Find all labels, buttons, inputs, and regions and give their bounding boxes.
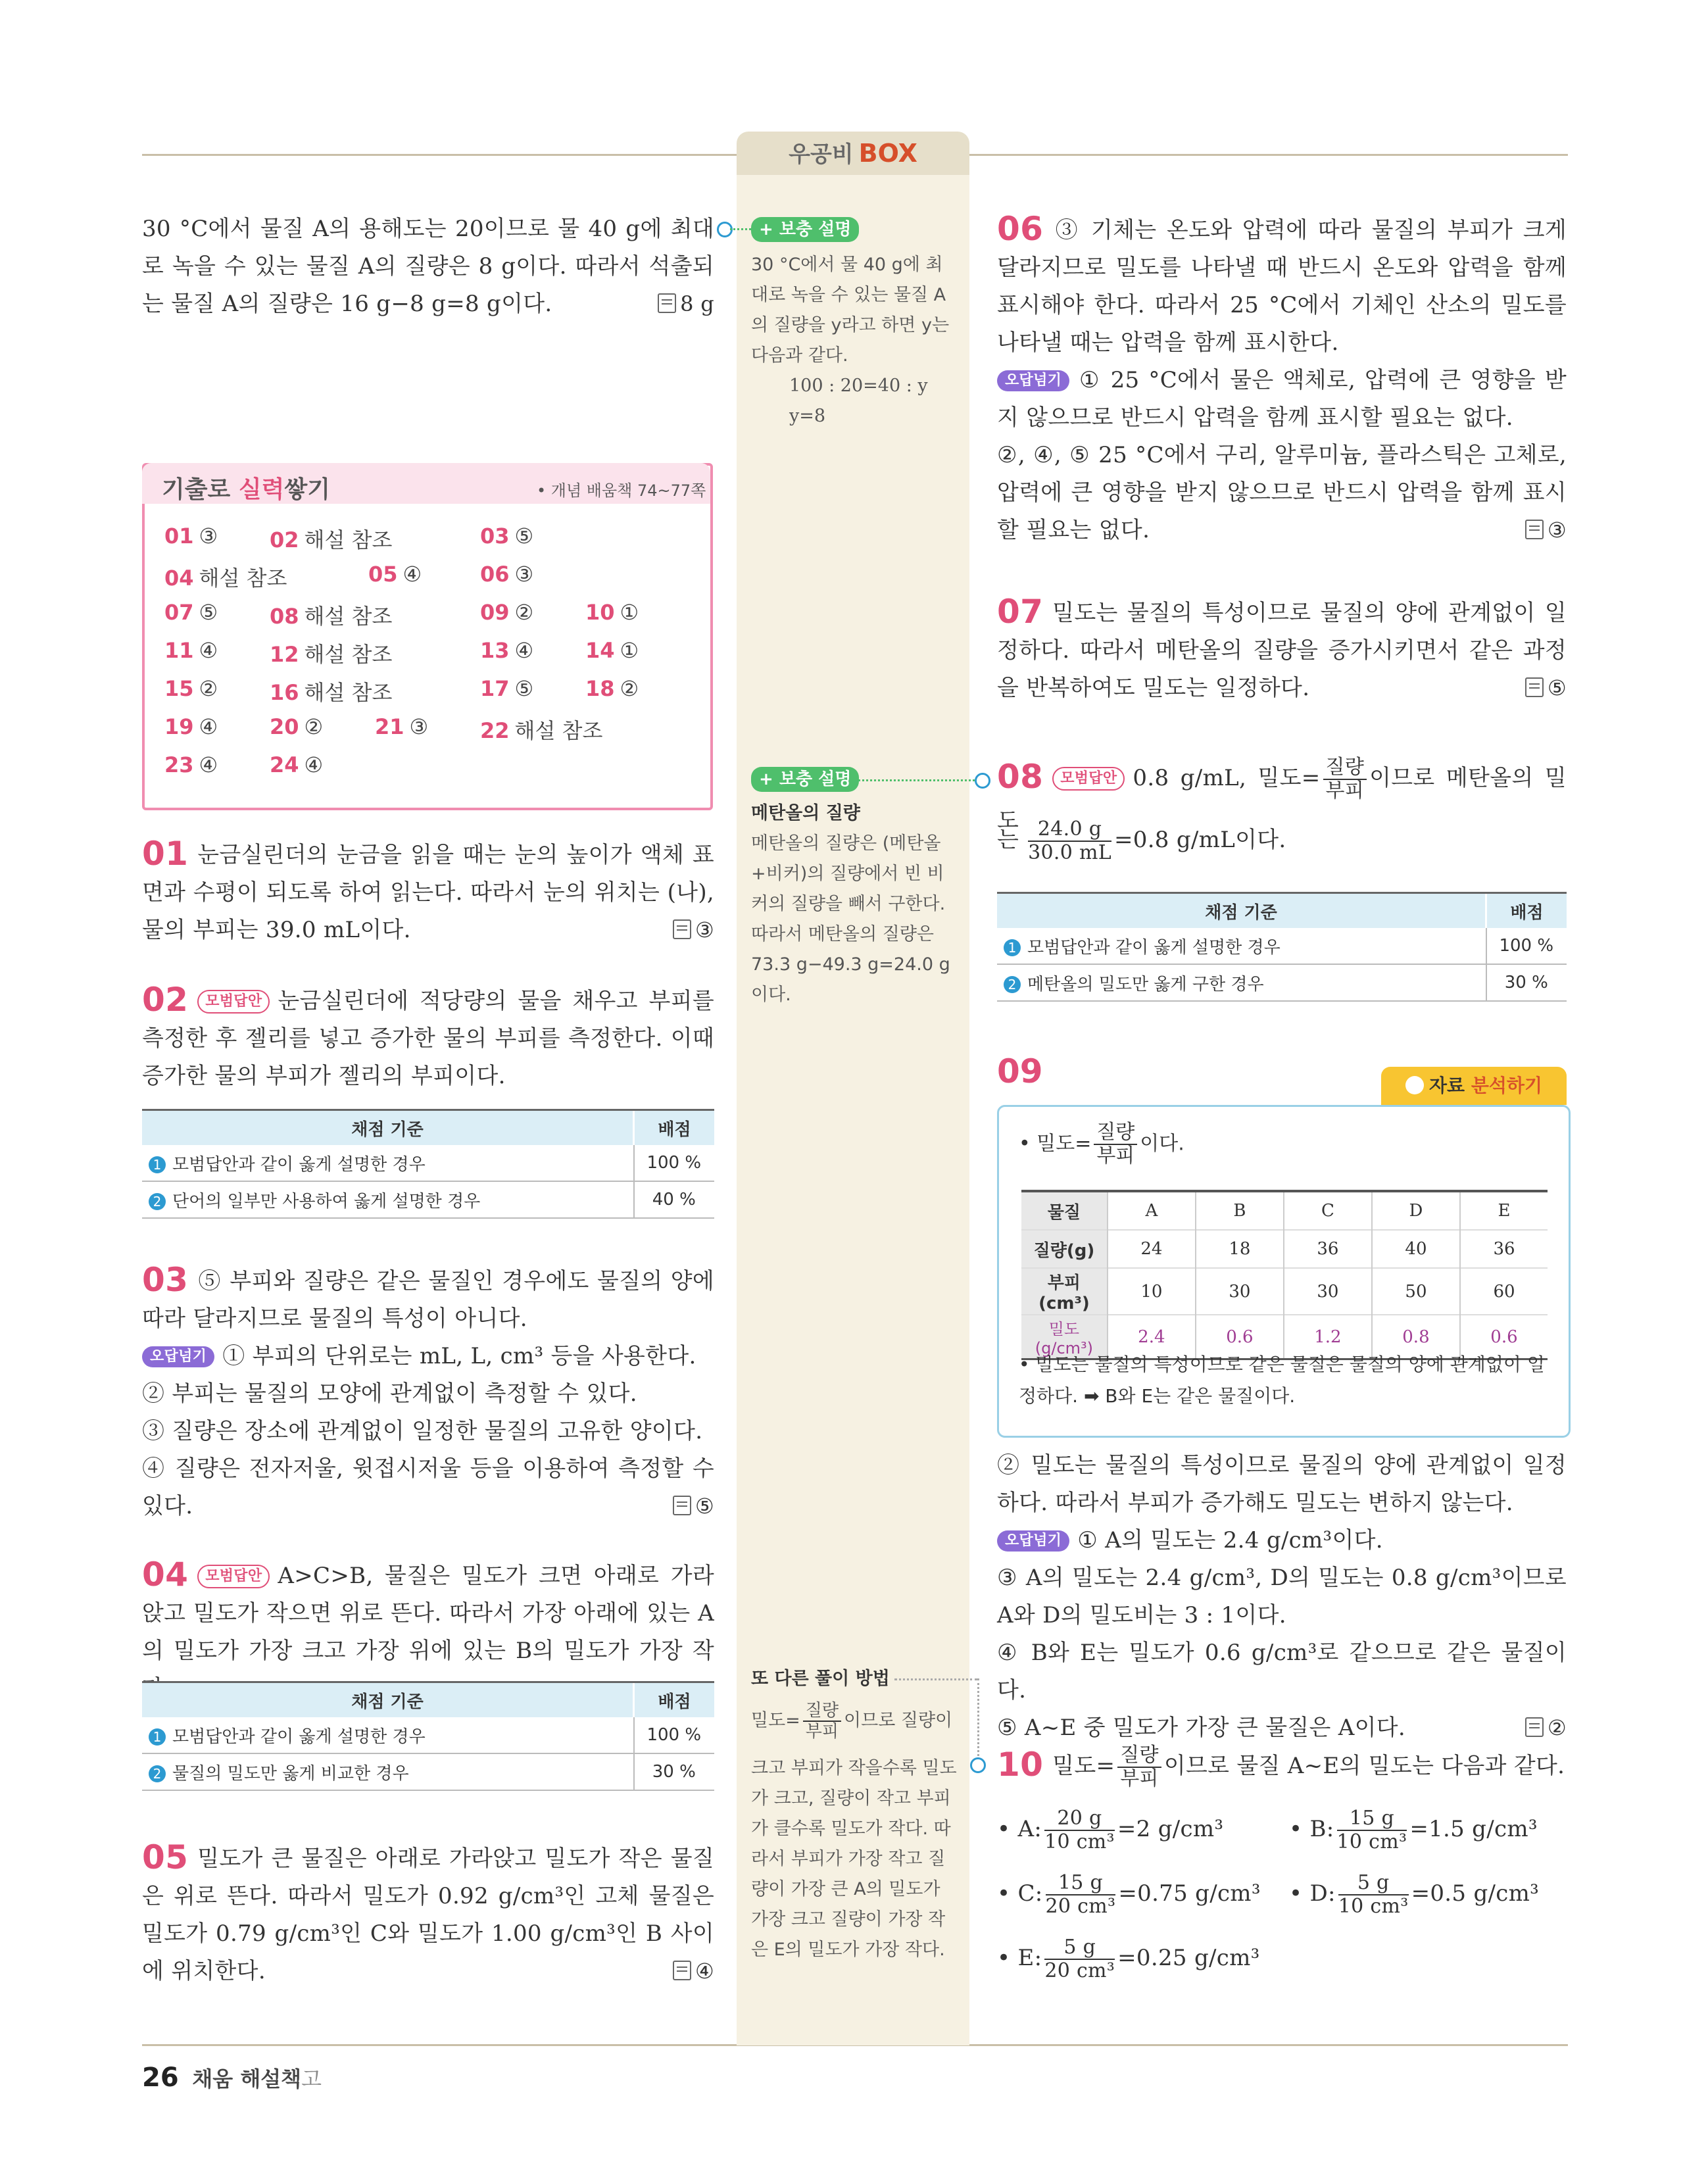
score-table-08: 채점 기준 배점 1 모범답안과 같이 옳게 설명한 경우 100 % 2 메탄올의 밀도만 옳게 구한 경우 30 % [997, 892, 1567, 1002]
answer-mark: ③ [1525, 512, 1567, 549]
answer-icon [1525, 677, 1544, 697]
answer-item: 24 ④ [270, 752, 324, 777]
side-top-tag: + 보충 설명 [751, 217, 859, 242]
answer-mark: ② [1525, 1709, 1567, 1747]
side-10-formula: 밀도= $\frac{\text{질량}}{\text{부피}}$ 이므로 질량이 [751, 1701, 953, 1742]
side-top-text: 30 °C에서 물 40 g에 최대로 녹을 수 있는 물질 A의 질량을 y라고 하면 y는 다음과 같다. [751, 255, 950, 366]
q02: 02 모범답안 눈금실린더에 적당량의 물을 채우고 부피를 측정한 후 젤리를 넣고 증가한 물의 부피를 측정한다. 이때 증가한 물의 부피가 젤리의 부피이다. [142, 981, 714, 1089]
answer-item: 17 ⑤ [480, 676, 534, 701]
answer-icon [673, 1961, 691, 1980]
q10-item-c: • C: $\frac{15 g}{\text{20 cm³}}$ =0.75 g/cm³ [997, 1871, 1261, 1918]
score-table-04: 채점 기준 배점 1 모범답안과 같이 옳게 설명한 경우 100 % 2 물질의 밀도만 옳게 비교한 경우 30 % [142, 1681, 714, 1791]
answer-item: 21 ③ [375, 714, 429, 739]
answer-item: 12 해설 참조 [270, 642, 393, 667]
answer-item: 01 ③ [164, 524, 218, 549]
side-top-eq1: 100 : 20=40 : y [789, 376, 928, 396]
pencil-icon [1405, 1076, 1424, 1094]
answer-item: 23 ④ [164, 752, 218, 777]
connector-line [730, 228, 751, 230]
q09-num: 09 [997, 1052, 1043, 1090]
q06: 06 ③ 기체는 온도와 압력에 따라 물질의 부피가 크게 달라지므로 밀도를 나타낼 때 반드시 온도와 압력을 함께 표시해야 한다. 따라서 25 °C에서 기체인 산소의 밀도를 나타낼 때는 압력을 함께 표시한다. 오답넘기 ① 25 °C에서 물은 액체로, 압력에 큰 영향을 받지 않으므로 반드시 압력을 함께 표시할 필요는 없다. ②, ④, ⑤ 25 °C에서 구리, 알루미늄, 플라스틱은 고체로, 압력에 큰 영향을 받지 않으므로 반드시 압력을 함께 표시할 필요는 없다. ③ [997, 210, 1567, 549]
table-row: 밀도(g/cm³) 2.4 0.6 1.2 0.8 0.6 [1021, 1315, 1548, 1359]
q10: 10 밀도= $\frac{\text{질량}}{\text{부피}}$ 이므로 물질 A~E의 밀도는 다음과 같다. [997, 1744, 1565, 1790]
connector-line [855, 779, 975, 781]
answer-item: 18 ② [585, 676, 639, 701]
answer-mark: ⑤ [1525, 670, 1567, 707]
q-top-text: 30 °C에서 물질 A의 용해도는 20이므로 물 40 g에 최대로 녹을 수 있는 물질 A의 질량은 8 g이다. 따라서 석출되는 물질 A의 질량은 16 g−8 g=8 g이다. 8 g [142, 210, 714, 323]
q08-line2: 는 $\frac{24.0 g}{30.0 mL}$ =0.8 g/mL이다. [997, 818, 1286, 864]
q03: 03 ⑤ 부피와 질량은 같은 물질인 경우에도 물질의 양에 따라 달라지므로 물질의 특성이 아니다. 오답넘기 ① 부피의 단위로는 mL, L, cm³ 등을 사용한다. ② 부피는 물질의 모양에 관계없이 측정할 수 있다. ③ 질량은 장소에 관계없이 일정한 물질의 고유한 양이다. ④ 질량은 전자저울, 윗접시저울 등을 이용하여 측정할 수 있다. ⑤ [142, 1261, 714, 1525]
answer-key-title: 기출로 실력쌓기 [162, 476, 330, 503]
plus-icon: + [759, 220, 773, 239]
book-name: 채움 해설책 [192, 2066, 302, 2091]
answer-item: 11 ④ [164, 638, 218, 663]
answer-icon [1525, 520, 1544, 539]
table-row: 부피(cm³) 10 30 30 50 60 [1021, 1268, 1548, 1315]
answer-mark: ④ [673, 1953, 714, 1990]
answer-item: 19 ④ [164, 714, 218, 739]
side-08-tag: + 보충 설명 [751, 767, 859, 792]
page-number: 26 [142, 2063, 179, 2093]
answer-item: 03 ⑤ [480, 524, 534, 549]
answer-item: 08 해설 참조 [270, 604, 393, 629]
book-suffix: 고 [301, 2066, 322, 2091]
answer-icon [1525, 1717, 1544, 1737]
answer-item: 15 ② [164, 676, 218, 701]
answer-item: 07 ⑤ [164, 600, 218, 625]
page-footer [142, 2063, 322, 2093]
side-08-title: 메탄올의 질량 [751, 803, 860, 823]
q08: 08 모범답안 0.8 g/mL, 밀도= $\frac{\text{질량}}{\text{부피}}$ 이므로 메탄올의 밀도 [997, 756, 1567, 834]
answer-mark: ③ [673, 912, 714, 949]
q07: 07 밀도는 물질의 특성이므로 물질의 양에 관계없이 일정하다. 따라서 메탄올의 질량을 증가시키면서 같은 과정을 반복하여도 밀도는 일정하다. ⑤ [997, 593, 1567, 707]
answer-item: 06 ③ [480, 562, 534, 587]
side-08-text: 메탄올의 질량은 (메탄올+비커)의 질량에서 빈 비커의 질량을 빼서 구한다. 따라서 메탄올의 질량은 73.3 g−49.3 g=24.0 g이다. [751, 833, 950, 1005]
table-row: 물질 A B C D E [1021, 1191, 1548, 1230]
answer-item: 09 ② [480, 600, 534, 625]
q10-item-e: • E: $\frac{5 g}{\text{20 cm³}}$ =0.25 g/cm³ [997, 1936, 1260, 1982]
answer-icon [658, 293, 676, 313]
answer-item: 04 해설 참조 [164, 566, 287, 591]
side-10-title: 또 다른 풀이 방법 [751, 1669, 890, 1689]
connector-dot [975, 773, 990, 789]
q01: 01 눈금실린더의 눈금을 읽을 때는 눈의 높이가 액체 표면과 수평이 되도록 하여 읽는다. 따라서 눈의 위치는 (나), 물의 부피는 39.0 mL이다. ③ [142, 835, 714, 949]
answer-key-box [142, 463, 713, 810]
data-analysis-badge: 자료 분석하기 [1381, 1067, 1567, 1105]
answer-item: 16 해설 참조 [270, 680, 393, 705]
connector-line [894, 1678, 977, 1680]
connector-line [977, 1678, 979, 1764]
density-note: • 밀도는 물질의 특성이므로 같은 물질은 물질의 양에 관계없이 일정하다. ➡ B와 E는 같은 물질이다. [1019, 1354, 1545, 1407]
density-formula: • 밀도= $\frac{\text{질량}}{\text{부피}}$ 이다. [1019, 1121, 1184, 1167]
density-table [1021, 1190, 1548, 1360]
answer-icon [673, 919, 691, 939]
answer-item: 02 해설 참조 [270, 527, 393, 552]
connector-dot [970, 1757, 986, 1773]
answer-item: 14 ① [585, 638, 639, 663]
side-10-text: 크고 부피가 작을수록 밀도가 크고, 질량이 작고 부피가 클수록 밀도가 작다. 따라서 부피가 가장 작고 질량이 가장 큰 A의 밀도가 가장 크고 질량이 가장 작은 E의 밀도가 가장 작다. [751, 1758, 957, 1960]
side-top-eq2: y=8 [789, 406, 826, 426]
answer-key-ref: • 개념 배움책 74~77쪽 [537, 481, 706, 500]
score-table-02: 채점 기준 배점 1 모범답안과 같이 옳게 설명한 경우 100 % 2 단어의 일부만 사용하여 옳게 설명한 경우 40 % [142, 1109, 714, 1219]
plus-icon: + [759, 770, 773, 789]
answer-icon [673, 1496, 691, 1515]
q05: 05 밀도가 큰 물질은 아래로 가라앉고 밀도가 작은 물질은 위로 뜬다. 따라서 밀도가 0.92 g/cm³인 고체 물질은 밀도가 0.79 g/cm³인 C와 밀도가 1.00 g/cm³인 B 사이에 위치한다. ④ [142, 1839, 714, 1990]
answer-item: 22 해설 참조 [480, 718, 603, 743]
q04: 04 모범답안 A>C>B, 물질은 밀도가 크면 아래로 가라앉고 밀도가 작으면 위로 뜬다. 따라서 가장 아래에 있는 A의 밀도가 가장 크고 가장 위에 있는 B의 밀도가 가장 작 [142, 1555, 714, 1664]
q09: ② 밀도는 물질의 특성이므로 물질의 양에 관계없이 일정하다. 따라서 부피가 증가해도 밀도는 변하지 않는다. 오답넘기 ① A의 밀도는 2.4 g/cm³이다. ③ A의 밀도는 2.4 g/cm³, D의 밀도는 0.8 g/cm³이므로 A와 D의 밀도비는 3 : 1이다. ④ B와 E는 밀도가 0.6 g/cm³로 같으므로 같은 물질이다. ⑤ A~E 중 밀도가 가장 큰 물질은 A이다. ② [997, 1447, 1567, 1747]
box-tab: 우공비 BOX [737, 132, 969, 175]
q10-item-b: • B: $\frac{15 g}{\text{10 cm³}}$ =1.5 g/cm³ [1289, 1807, 1538, 1853]
answer-item: 13 ④ [480, 638, 534, 663]
answer-item: 20 ② [270, 714, 324, 739]
data-analysis-box [997, 1105, 1571, 1438]
table-row: 질량(g) 24 18 36 40 36 [1021, 1230, 1548, 1268]
q10-item-a: • A: $\frac{20 g}{\text{10 cm³}}$ =2 g/cm³ [997, 1807, 1224, 1853]
answer-mark: ⑤ [673, 1488, 714, 1525]
answer-item: 10 ① [585, 600, 639, 625]
q10-item-d: • D: $\frac{5 g}{\text{10 cm³}}$ =0.5 g/cm³ [1289, 1871, 1540, 1918]
answer-mark: 8 g [658, 285, 714, 323]
answer-item: 05 ④ [368, 562, 422, 587]
